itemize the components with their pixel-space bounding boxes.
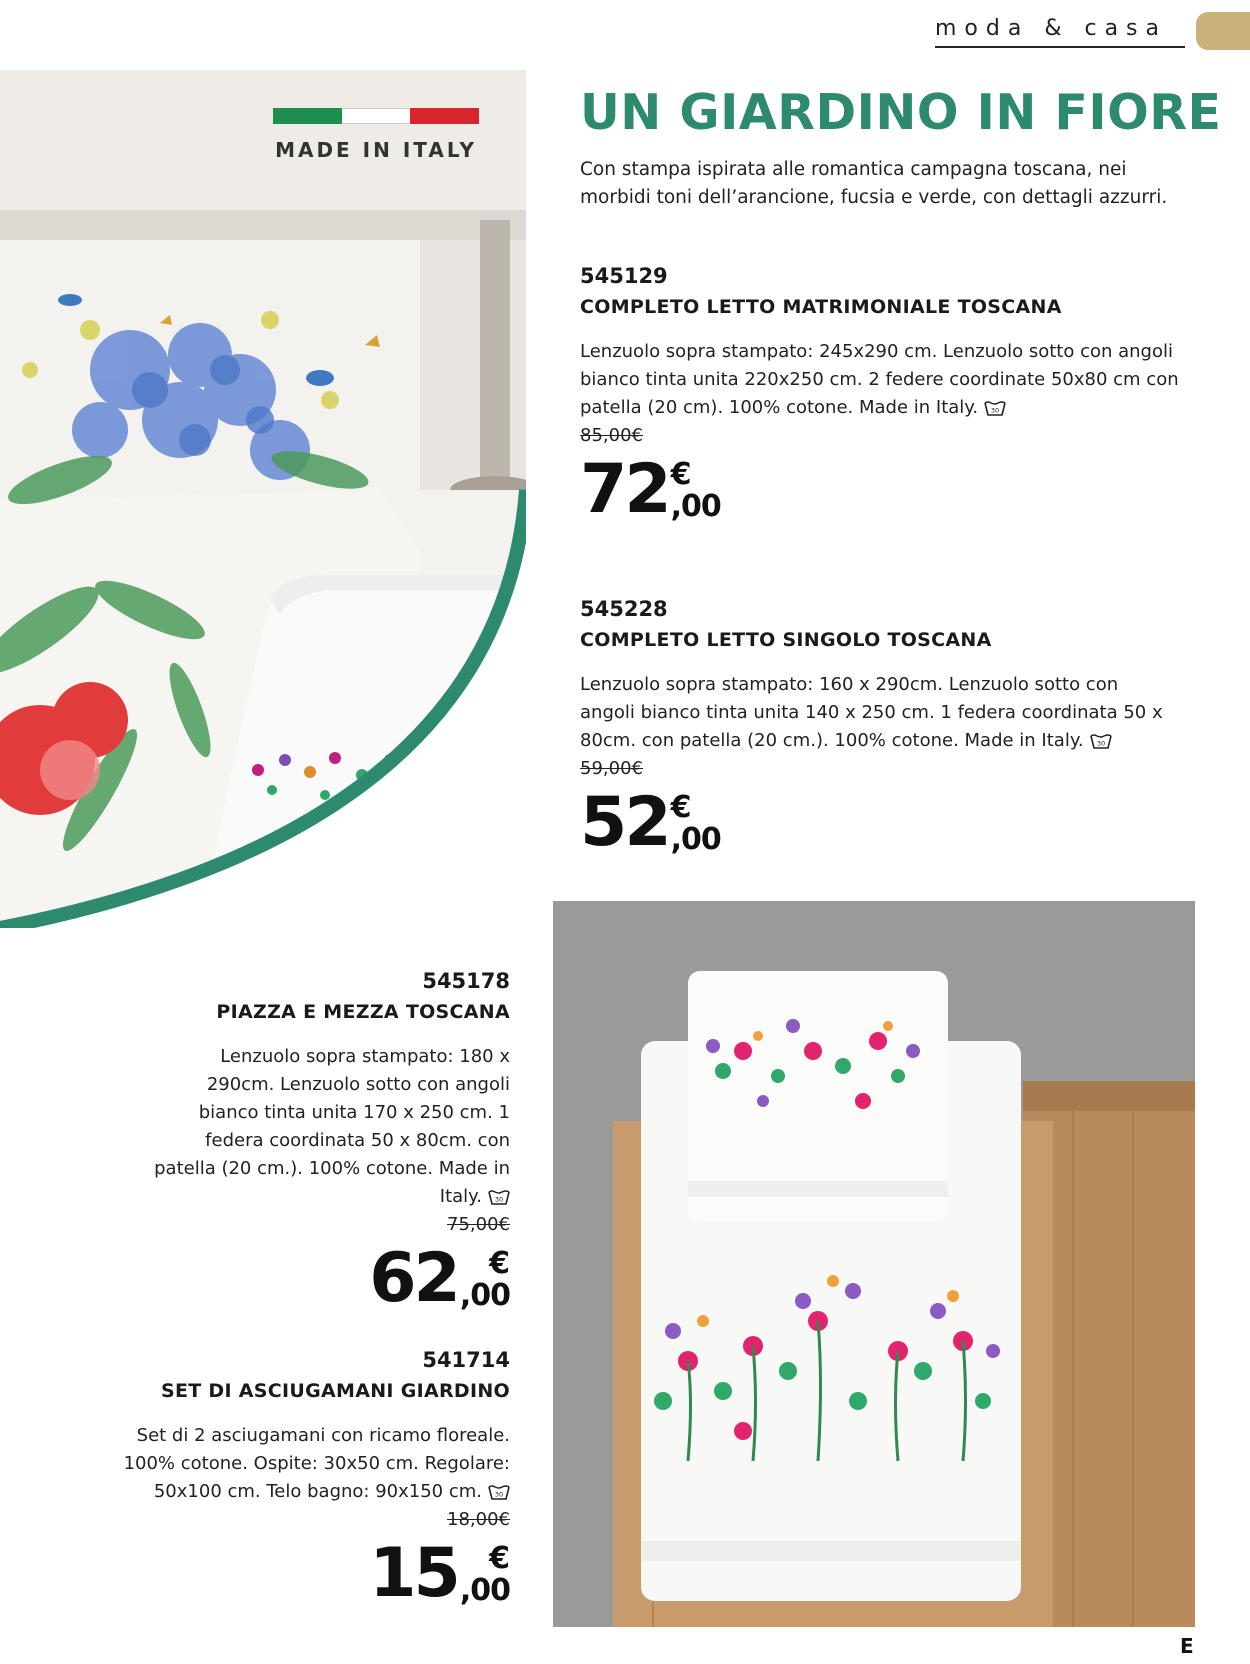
currency-symbol: €	[670, 457, 692, 492]
product-545178	[110, 969, 510, 1318]
flag-green	[273, 108, 342, 124]
page-letter: E	[1180, 1634, 1194, 1658]
product-name: PIAZZA E MEZZA TOSCANA	[216, 1001, 510, 1023]
page-title: UN GIARDINO IN FIORE	[580, 84, 1222, 141]
price-integer: 15	[369, 1534, 458, 1613]
product-code: 545228	[580, 597, 668, 621]
svg-text:30: 30	[990, 406, 1000, 415]
product-name: SET DI ASCIUGAMANI GIARDINO	[160, 1380, 510, 1402]
price	[580, 450, 1200, 529]
product-545228	[580, 597, 1190, 862]
flag-white	[342, 108, 411, 124]
old-price: 85,00€	[580, 425, 643, 446]
bedding-photo	[0, 70, 526, 928]
price-decimal: ,00	[670, 822, 721, 857]
svg-text:30: 30	[1096, 739, 1105, 748]
italian-flag-icon	[273, 108, 479, 124]
currency-symbol: €	[670, 790, 692, 825]
product-545129	[580, 264, 1200, 529]
price	[580, 783, 1190, 862]
wash-30-icon	[488, 1186, 510, 1214]
currency-symbol: €	[489, 1541, 510, 1576]
wash-30-icon	[1090, 730, 1112, 758]
product-name: COMPLETO LETTO SINGOLO TOSCANA	[580, 629, 992, 651]
old-price: 59,00€	[580, 758, 643, 779]
price-integer: 72	[580, 450, 669, 529]
product-description: Lenzuolo sopra stampato: 245x290 cm. Lenzuolo sotto con angoli bianco tinta unita 220x250 cm. 2 federe coordinate 50x80 cm con patella (20 cm). 100% cotone. Made in Italy. 30	[580, 338, 1192, 425]
flag-red	[410, 108, 479, 124]
price-decimal: ,00	[670, 489, 721, 524]
wash-30-icon	[488, 1481, 510, 1509]
product-code: 545129	[580, 264, 668, 288]
price	[110, 1239, 510, 1318]
made-in-italy-text: MADE IN ITALY	[275, 138, 477, 162]
product-541714	[110, 1348, 510, 1613]
product-code: 545178	[422, 969, 510, 993]
svg-text:30: 30	[494, 1195, 504, 1204]
price-integer: 62	[369, 1239, 458, 1318]
product-name: COMPLETO LETTO MATRIMONIALE TOSCANA	[580, 296, 1062, 318]
product-description: Set di 2 asciugamani con ricamo floreale. 100% cotone. Ospite: 30x50 cm. Regolare: 50x100 cm. Telo bagno: 90x150 cm. 30	[110, 1422, 510, 1509]
made-in-italy-badge	[273, 108, 479, 162]
price-decimal: ,00	[459, 1278, 510, 1313]
currency-symbol: €	[489, 1246, 510, 1281]
svg-text:30: 30	[494, 1490, 504, 1499]
towel-set-photo	[553, 901, 1195, 1627]
product-description: Lenzuolo sopra stampato: 180 x 290cm. Lenzuolo sotto con angoli bianco tinta unita 170 x 250 cm. 1 federa coordinata 50 x 80cm. con patella (20 cm.). 100% cotone. Made in Italy. 30	[150, 1043, 510, 1214]
product-description: Lenzuolo sopra stampato: 160 x 290cm. Lenzuolo sotto con angoli bianco tinta unita 140 x 250 cm. 1 federa coordinata 50 x 80cm. con patella (20 cm.). 100% cotone. Made in Italy. 30	[580, 671, 1170, 758]
section-label: moda & casa	[935, 16, 1167, 41]
section-tab	[1196, 12, 1250, 50]
product-code: 541714	[422, 1348, 510, 1372]
price	[110, 1534, 510, 1613]
intro-text: Con stampa ispirata alle romantica campagna toscana, nei morbidi toni dell’arancione, fucsia e verde, con dettagli azzurri.	[580, 159, 1168, 208]
old-price: 18,00€	[447, 1509, 510, 1530]
price-decimal: ,00	[459, 1573, 510, 1608]
wash-30-icon	[984, 397, 1006, 425]
price-integer: 52	[580, 783, 669, 862]
section-rule	[935, 46, 1185, 48]
old-price: 75,00€	[447, 1214, 510, 1235]
